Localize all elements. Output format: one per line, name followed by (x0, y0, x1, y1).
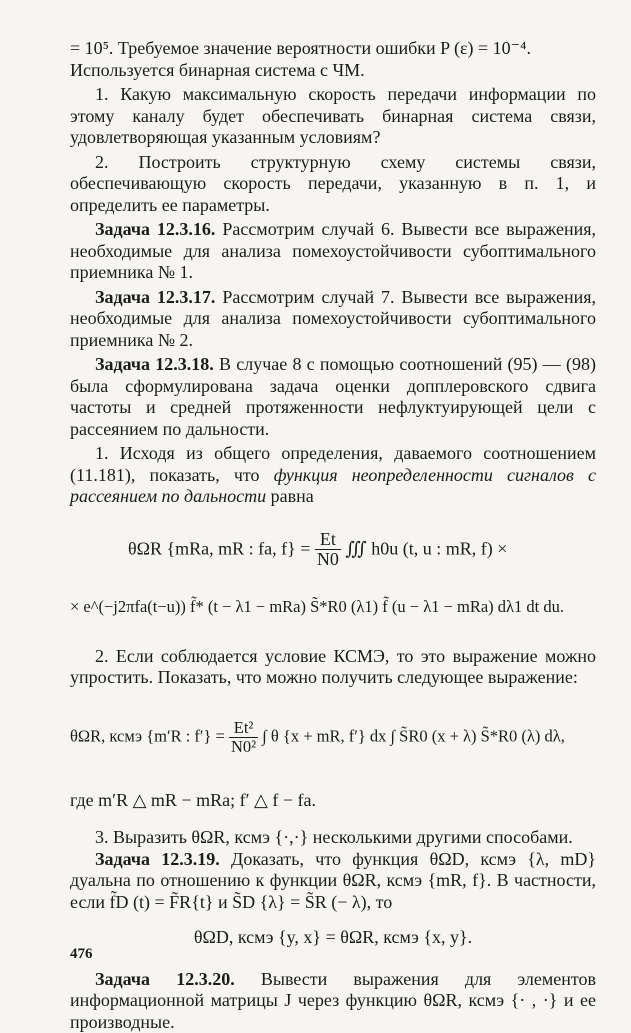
denominator: N0² (230, 736, 257, 756)
task-label: Задача 12.3.18. (95, 354, 214, 374)
formula-ambiguity-function (70, 530, 596, 571)
text-line: = 10⁵. Требуемое значение вероятности ошибки P (ε) = 10⁻⁴. (70, 38, 531, 58)
emphasis-term: функция неопределенности сигналов с рассеянием по дальности (70, 464, 596, 506)
question-1: 1. Какую максимальную скорость передачи информации по этому каналу будет обеспечивать бинарная система связи, удовлетворяющая указанным условиям? (70, 84, 596, 147)
formula-duality (70, 927, 596, 949)
task-text: Рассмотрим случай 7. Вывести все выражения, необходимые для анализа помехоустойчивости субоптимального приемника № 2. (70, 286, 596, 350)
text: 1. Исходя из общего определения, даваемого соотношением (11.181), показать, что (70, 443, 596, 485)
task-18-part-2: 2. Если соблюдается условие КСМЭ, то это выражение можно упростить. Показать, что можно получить следующее выражение: (70, 645, 596, 688)
task-12-3-16 (70, 219, 596, 284)
task-text: Рассмотрим случай 6. Вывести все выражения, необходимые для анализа помехоустойчивости субоптимального приемника № 1. (70, 219, 596, 282)
task-12-3-20 (70, 969, 596, 1033)
formula-continuation (70, 596, 596, 618)
task-12-3-18 (70, 354, 596, 440)
formula-part: ∭ h0u (t, u : mR, f) × (345, 537, 508, 558)
question-2: 2. Построить структурную схему системы связи, обеспечивающую скорость передачи, указанную в п. 1, и определить ее параметры. (70, 151, 596, 215)
task-text: В случае 8 с помощью соотношений (95) — (98) была сформулирована задача оценки допплеровского сдвига частоты и средней протяженности нефлуктуирующей цели с рассеянием по дальности. (70, 354, 596, 439)
formula-part: θΩR, ксмэ {m′R : f′} = (70, 726, 225, 746)
where-clause: где m′R △ mR − mRa; f′ △ f − fa. (70, 789, 316, 810)
task-text: Вывести выражения для элементов информационной матрицы J через функцию θΩR, ксмэ {· , ·} и ее производные. (70, 968, 596, 1032)
fraction (315, 530, 341, 571)
numerator: Et² (229, 719, 258, 738)
task-label: Задача 12.3.16. (95, 219, 216, 239)
task-label: Задача 12.3.20. (95, 968, 235, 989)
formula-part: θΩD, ксмэ {y, x} = θΩR, ксмэ {x, y}. (193, 927, 473, 948)
page-number: 476 (70, 946, 93, 962)
task-12-3-17 (70, 287, 596, 352)
fraction (229, 719, 258, 756)
formula-part: ∫ θ {x + mR, f′} dx ∫ S̃R0 (x + λ) S̃*R0 (λ) dλ, (262, 726, 565, 746)
formula-part: × e^(−j2πfa(t−u)) f̃* (t − λ1 − mRa) S̃*R0 (λ1) f̃ (u − λ1 − mRa) dλ1 dt du. (70, 597, 565, 617)
text-line: Используется бинарная система с ЧМ. (70, 59, 365, 80)
formula-ksme (70, 719, 596, 756)
task-18-part-3: 3. Выразить θΩR, ксмэ {·,·} несколькими другими способами. (95, 827, 573, 848)
page-body (70, 38, 596, 1033)
task-18-part-1 (70, 443, 596, 508)
task-label: Задача 12.3.17. (95, 286, 216, 307)
denominator: N0 (316, 549, 339, 570)
task-12-3-19 (70, 849, 596, 914)
formula-part: θΩR {mRa, mR : fa, f} = (128, 537, 311, 558)
task-text: Доказать, что функция θΩD, ксмэ {λ, mD} дуальна по отношению к функции θΩR, ксмэ {mR, f}. В частности, если f̃D (t) = F̃R{t} и S̃D {λ} = S̃R (− λ), то (70, 848, 596, 912)
task-label: Задача 12.3.19. (95, 848, 220, 869)
text: равна (266, 486, 314, 506)
numerator: Et (315, 530, 341, 551)
